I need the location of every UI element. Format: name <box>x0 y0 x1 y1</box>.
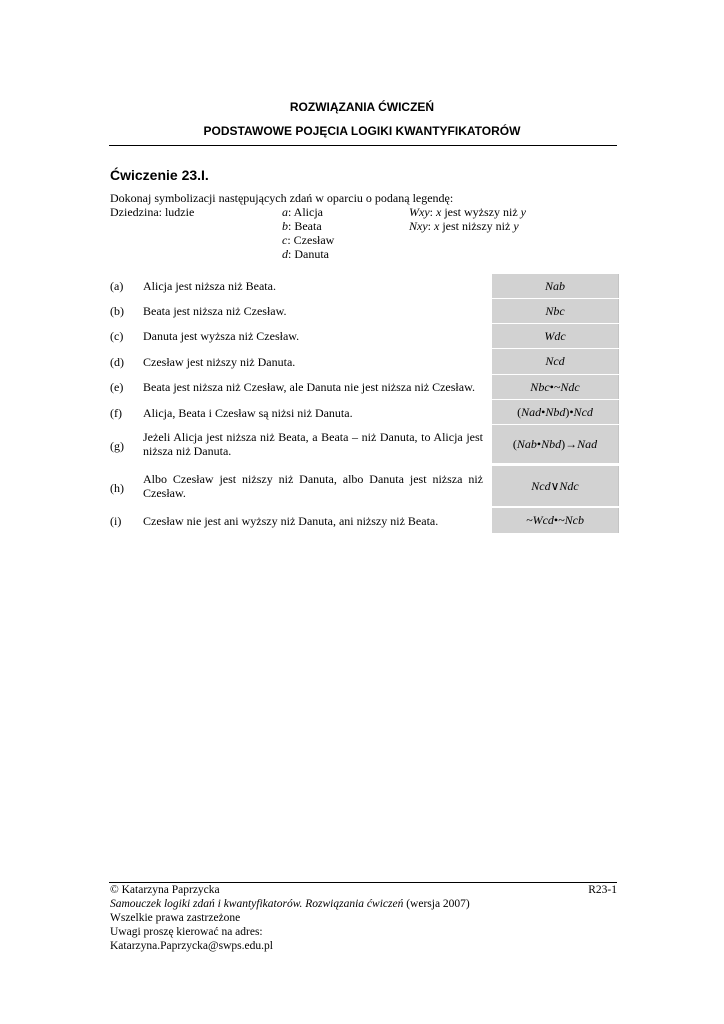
domain-label: Dziedzina: ludzie <box>110 205 195 219</box>
row-sentence: Alicja, Beata i Czesław są niżsi niż Danuta. <box>143 406 353 420</box>
row-label: (d) <box>110 355 124 369</box>
document-title: ROZWIĄZANIA ĆWICZEŃ <box>289 100 435 114</box>
row-sentence: Danuta jest wyższa niż Czesław. <box>143 329 300 343</box>
row-answer: Ncd <box>492 349 619 374</box>
row-label: (b) <box>110 304 124 318</box>
footer-contact-label: Uwagi proszę kierować na adres: <box>110 926 263 938</box>
row-answer: Nab <box>492 274 619 298</box>
row-sentence: Czesław jest niższy niż Danuta. <box>143 355 296 369</box>
row-label: (h) <box>110 481 124 495</box>
exercise-instruction: Dokonaj symbolizacji następujących zdań w oparciu o podaną legendę: <box>110 191 454 205</box>
row-label: (f) <box>110 406 122 420</box>
row-label: (c) <box>110 329 124 343</box>
legend-constant-c: c: Czesław <box>282 233 335 247</box>
row-sentence: Beata jest niższa niż Czesław. <box>143 304 287 318</box>
footer-divider <box>109 882 617 883</box>
row-sentence: Jeżeli Alicja jest niższa niż Beata, a Beata – niż Danuta, to Alicja jest niższa niż Danuta. <box>143 430 483 458</box>
row-answer: Ncd ∨ Ndc <box>492 466 619 506</box>
footer-book-title: Samouczek logiki zdań i kwantyfikatorów. Rozwiązania ćwiczeń (wersja 2007) <box>110 898 470 910</box>
footer-email: Katarzyna.Paprzycka@swps.edu.pl <box>110 940 273 952</box>
row-answer: Nbc <box>492 299 619 323</box>
row-label: (e) <box>110 380 124 394</box>
header-divider <box>109 145 617 146</box>
exercise-title: Ćwiczenie 23.I. <box>110 167 209 183</box>
row-label: (a) <box>110 279 124 293</box>
row-answer: ( Nad • Nbd ) • Ncd <box>492 400 619 424</box>
row-sentence: Albo Czesław jest niższy niż Danuta, albo Danuta jest niższa niż Czesław. <box>143 472 483 500</box>
row-label: (g) <box>110 439 124 453</box>
row-label: (i) <box>110 514 122 528</box>
legend-constant-b: b: Beata <box>282 219 322 233</box>
document-subtitle: PODSTAWOWE POJĘCIA LOGIKI KWANTYFIKATORÓW <box>203 124 521 138</box>
footer-copyright: © Katarzyna Paprzycka <box>110 884 220 896</box>
legend-predicate-w: Wxy: x jest wyższy niż y <box>409 205 526 219</box>
row-answer: Nbc • ~Ndc <box>492 375 619 399</box>
row-sentence: Alicja jest niższa niż Beata. <box>143 279 276 293</box>
row-answer: Wdc <box>492 324 619 348</box>
legend-constant-a: a: Alicja <box>282 205 323 219</box>
footer-rights: Wszelkie prawa zastrzeżone <box>110 912 241 924</box>
row-sentence: Beata jest niższa niż Czesław, ale Danuta nie jest niższa niż Czesław. <box>143 380 475 394</box>
row-answer: ( Nab • Nbd ) → Nad <box>492 425 619 463</box>
row-answer: ~Wcd • ~Ncb <box>492 508 619 533</box>
legend-predicate-n: Nxy: x jest niższy niż y <box>409 219 519 233</box>
page-number: R23-1 <box>588 884 617 896</box>
row-sentence: Czesław nie jest ani wyższy niż Danuta, ani niższy niż Beata. <box>143 514 439 528</box>
legend-constant-d: d: Danuta <box>282 247 329 261</box>
